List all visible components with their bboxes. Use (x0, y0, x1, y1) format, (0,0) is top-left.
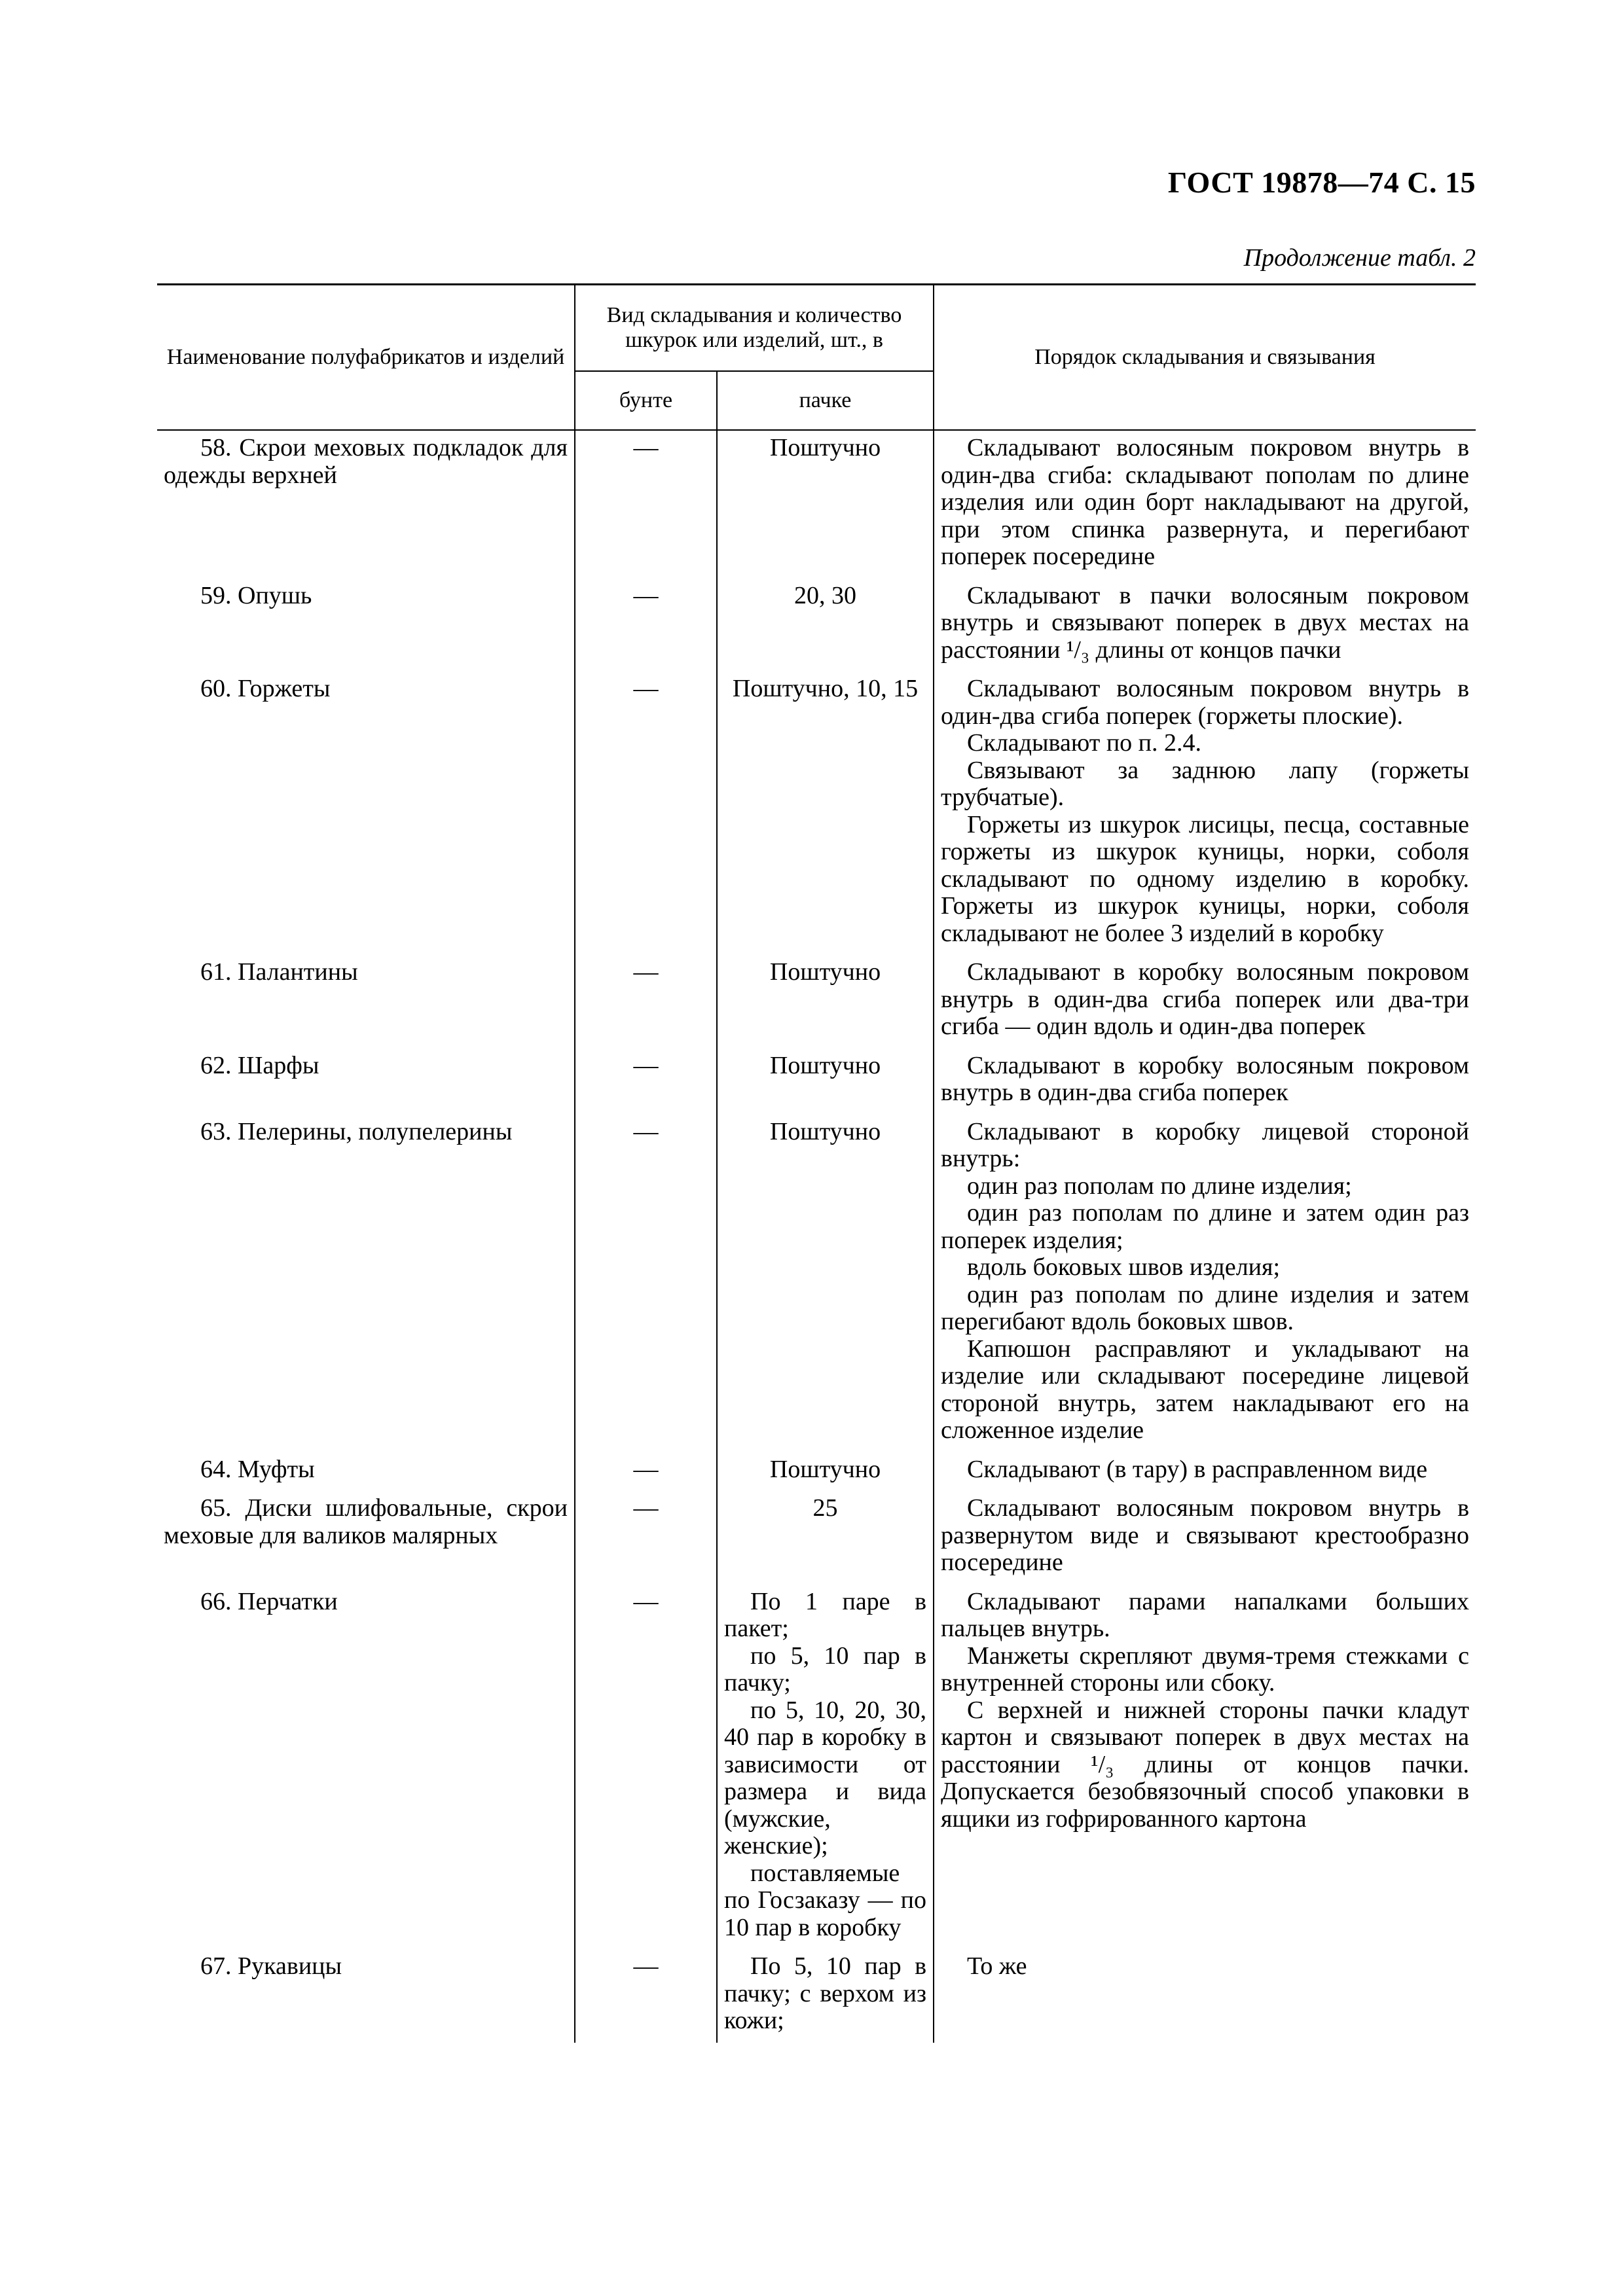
row-pachka-value (717, 1491, 934, 1585)
row-order-text (934, 1115, 1476, 1452)
table-caption: Продолжение табл. 2 (1243, 244, 1476, 272)
column-header-pachka: пачке (717, 371, 934, 430)
row-bunt-value: — (575, 1491, 717, 1585)
row-item-name (157, 1585, 575, 1950)
table-row (157, 1115, 1476, 1452)
pachka-line: Поштучно (769, 1455, 881, 1483)
row-item-name (157, 1949, 575, 2043)
table-row (157, 955, 1476, 1049)
item-name-text: 65. Диски шлифовальные, скрои меховые для валиков малярных (164, 1494, 568, 1549)
pachka-line: по 5, 10 пар в пачку; (724, 1641, 927, 1696)
table-row (157, 430, 1476, 579)
pachka-line: поставляемые по Госзаказу — по 10 пар в коробку (724, 1859, 927, 1941)
column-header-bunt: бунте (575, 371, 717, 430)
row-order-text (934, 1491, 1476, 1585)
row-order-text (934, 430, 1476, 579)
item-name-text: 60. Горжеты (200, 675, 331, 702)
pachka-line: По 1 паре в пакет; (724, 1587, 927, 1642)
item-name-text: 61. Палантины (200, 958, 358, 986)
table-body (157, 430, 1476, 2043)
item-name-text: 58. Скрои меховых подкладок для одежды верхней (164, 434, 568, 489)
table-row (157, 1585, 1476, 1950)
table-row (157, 579, 1476, 672)
order-paragraph: Складывают волосяным покровом внутрь в один-два сгиба поперек (горжеты плоские). (941, 675, 1470, 730)
row-bunt-value: — (575, 1949, 717, 2043)
order-paragraph: один раз пополам по длине и затем один раз поперек изделия; (941, 1199, 1470, 1254)
row-pachka-value (717, 1585, 934, 1950)
pachka-line: Поштучно, 10, 15 (732, 675, 919, 702)
table-row (157, 1452, 1476, 1492)
order-paragraph: Складывают в коробку волосяным покровом внутрь в один-два сгиба поперек или два-три сгиба — один вдоль и один-два поперек (941, 958, 1470, 1040)
row-bunt-value: — (575, 1452, 717, 1492)
pachka-line: по 5, 10, 20, 30, 40 пар в коробку в зависимости от размера и вида (мужские, женские); (724, 1696, 927, 1859)
order-paragraph: Горжеты из шкурок лисицы, песца, составные горжеты из шкурок куницы, норки, соболя складывают по одному изделию в коробку. Горжеты из шкурок куницы, норки, соболя складывают не более 3 изделий в коробку (941, 810, 1470, 947)
item-name-text: 59. Опушь (200, 581, 312, 609)
row-item-name (157, 955, 575, 1049)
row-pachka-value (717, 430, 934, 579)
order-paragraph: Складывают волосяным покровом внутрь в развернутом виде и связывают крестообразно посередине (941, 1494, 1470, 1576)
row-order-text (934, 672, 1476, 955)
table-row (157, 1949, 1476, 2043)
row-bunt-value: — (575, 1115, 717, 1452)
order-lead-paragraph: Складывают в коробку лицевой стороной внутрь: (941, 1117, 1470, 1172)
folding-table (157, 283, 1476, 2043)
pachka-line: Поштучно (769, 1051, 881, 1079)
row-item-name (157, 1049, 575, 1115)
row-order-text (934, 1949, 1476, 2043)
row-item-name (157, 1491, 575, 1585)
table-row (157, 672, 1476, 955)
row-pachka-value (717, 955, 934, 1049)
row-order-text (934, 955, 1476, 1049)
order-paragraph: Складывают парами напалками больших пальцев внутрь. (941, 1587, 1470, 1642)
order-paragraph: один раз пополам по длине изделия и затем перегибают вдоль боковых швов. (941, 1280, 1470, 1335)
row-pachka-value (717, 1115, 934, 1452)
table-row (157, 1049, 1476, 1115)
row-pachka-value (717, 1049, 934, 1115)
row-pachka-value (717, 579, 934, 672)
pachka-line: По 5, 10 пар в пачку; с верхом из кожи; (724, 1952, 927, 2034)
order-paragraph: То же (967, 1952, 1027, 1980)
order-paragraph: один раз пополам по длине изделия; (967, 1172, 1352, 1200)
pachka-line: 20, 30 (794, 581, 856, 609)
pachka-line: 25 (812, 1494, 838, 1522)
order-paragraph: Складывают в коробку волосяным покровом внутрь в один-два сгиба поперек (941, 1051, 1470, 1106)
order-paragraph: Капюшон расправляют и укладывают на изделие или складывают посередине лицевой стороной внутрь, затем накладывают его на сложенное изделие (941, 1335, 1470, 1444)
column-header-kind: Вид складывания и количество шкурок или изделий, шт., в (575, 285, 934, 372)
order-paragraph: вдоль боковых швов изделия; (967, 1253, 1281, 1281)
order-paragraph: Складывают в пачки волосяным покровом внутрь и связывают поперек в двух местах на расстоянии ¹/₃ длины от концов пачки (941, 581, 1470, 664)
table-row (157, 1491, 1476, 1585)
row-bunt-value: — (575, 672, 717, 955)
row-item-name (157, 579, 575, 672)
row-pachka-value (717, 1452, 934, 1492)
column-header-name: Наименование полуфабрикатов и изделий (157, 285, 575, 431)
order-paragraph: Складывают (в тару) в расправленном виде (967, 1455, 1428, 1483)
row-order-text (934, 579, 1476, 672)
item-name-text: 63. Пелерины, полупелерины (200, 1117, 513, 1145)
row-item-name (157, 672, 575, 955)
order-paragraph: Манжеты скрепляют двумя-тремя стежками с внутренней стороны или сбоку. (941, 1641, 1470, 1696)
row-item-name (157, 430, 575, 579)
item-name-text: 62. Шарфы (200, 1051, 319, 1079)
row-bunt-value: — (575, 430, 717, 579)
row-item-name (157, 1452, 575, 1492)
row-bunt-value: — (575, 1585, 717, 1950)
order-paragraph: С верхней и нижней стороны пачки кладут картон и связывают поперек в двух местах на расстоянии ¹/₃ длины от концов пачки. Допускается безобвязочный способ упаковки в ящики из гофрированного картона (941, 1696, 1470, 1833)
row-order-text (934, 1452, 1476, 1492)
row-item-name (157, 1115, 575, 1452)
pachka-line: Поштучно (769, 958, 881, 986)
item-name-text: 66. Перчатки (200, 1587, 338, 1615)
row-pachka-value (717, 1949, 934, 2043)
order-paragraph: Складывают по п. 2.4. (967, 729, 1201, 757)
pachka-line: Поштучно (769, 434, 881, 461)
row-bunt-value: — (575, 955, 717, 1049)
order-paragraph: Складывают волосяным покровом внутрь в один-два сгиба: складывают пополам по длине изделия или один борт накладывают на другой, при этом спинка развернута, и перегибают поперек посередине (941, 434, 1470, 570)
item-name-text: 67. Рукавицы (200, 1952, 342, 1980)
order-paragraph: Связывают за заднюю лапу (горжеты трубчатые). (941, 756, 1470, 811)
row-bunt-value: — (575, 1049, 717, 1115)
row-order-text (934, 1049, 1476, 1115)
column-header-order: Порядок складывания и связывания (934, 285, 1476, 431)
pachka-line: Поштучно (769, 1117, 881, 1145)
row-order-text (934, 1585, 1476, 1950)
row-pachka-value (717, 672, 934, 955)
row-bunt-value: — (575, 579, 717, 672)
item-name-text: 64. Муфты (200, 1455, 315, 1483)
page-header: ГОСТ 19878—74 С. 15 (1167, 166, 1476, 199)
